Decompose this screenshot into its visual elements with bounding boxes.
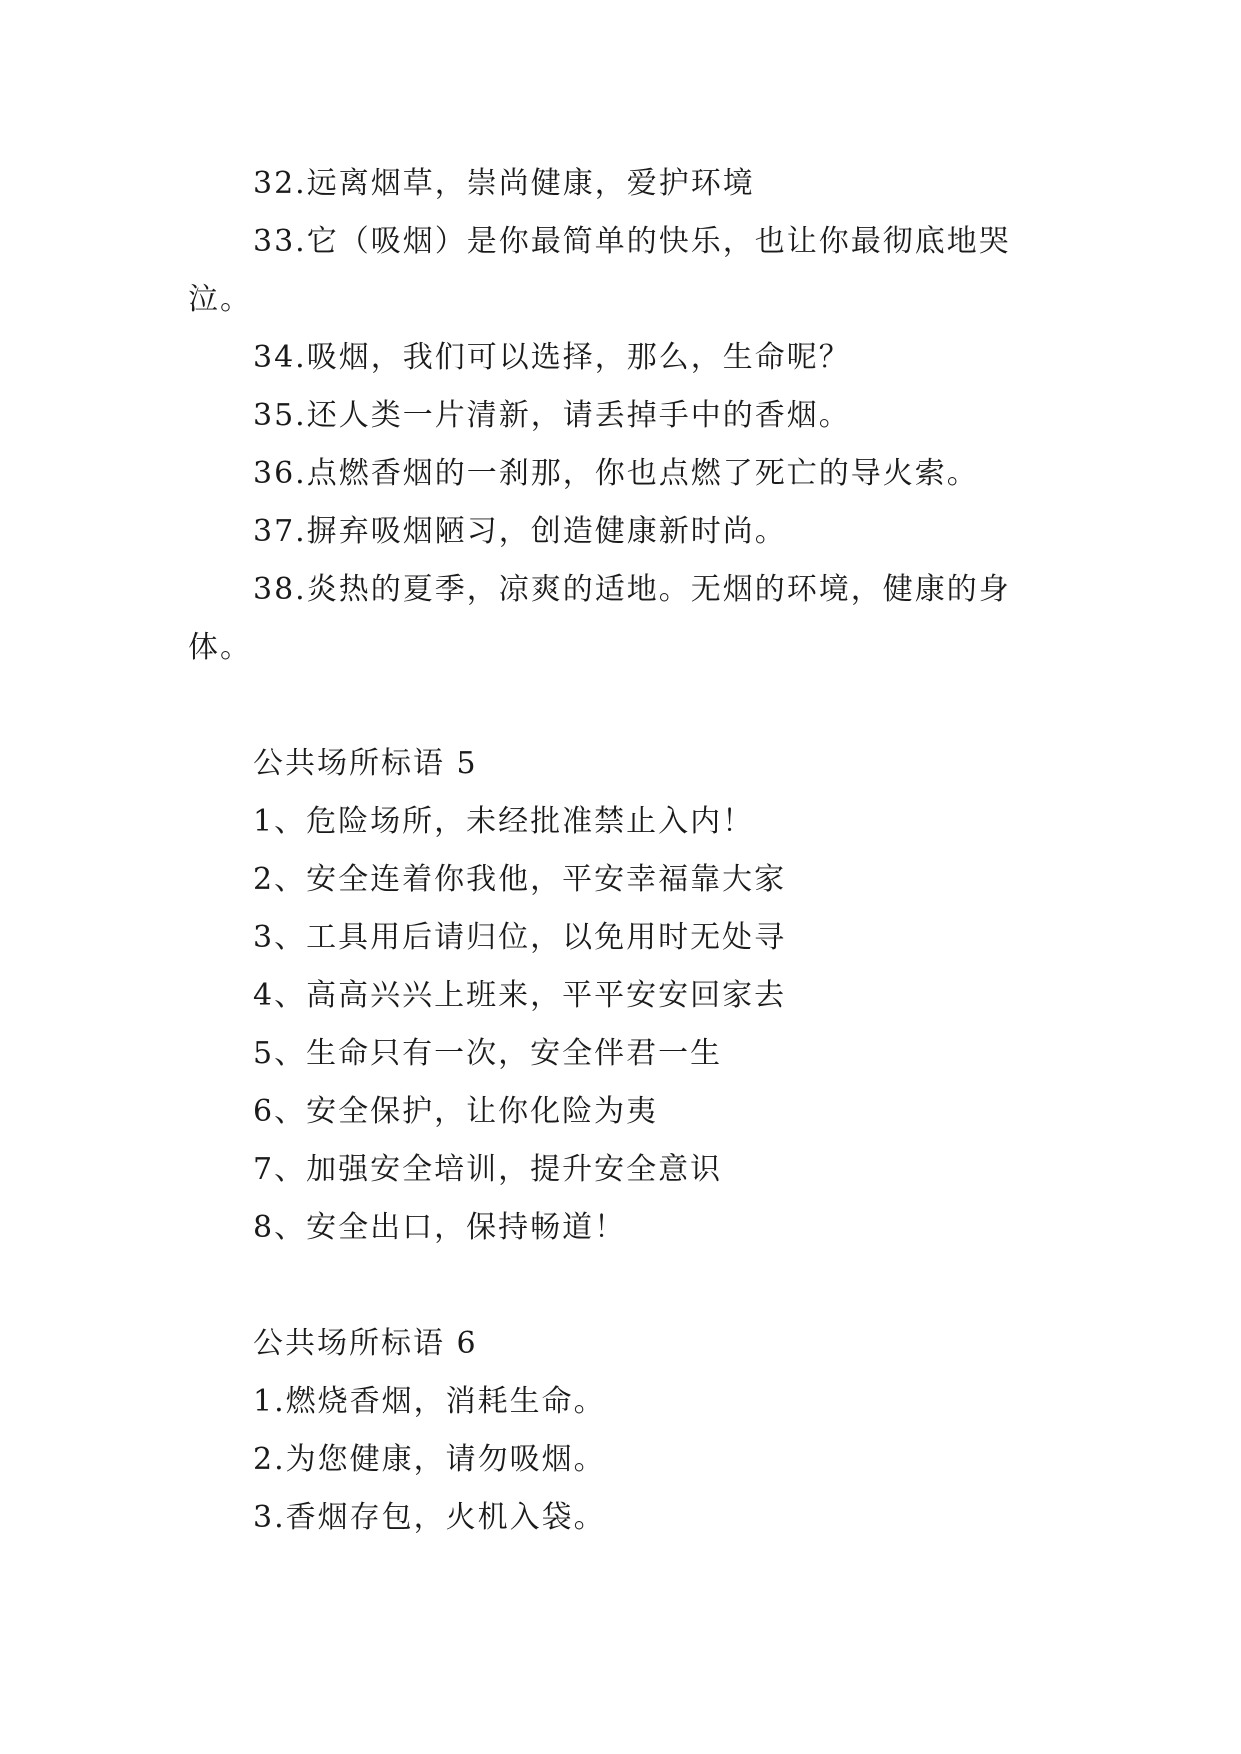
section-5-item-2: 2、安全连着你我他，平安幸福靠大家 bbox=[253, 862, 787, 897]
section-5-item-7: 7、加强安全培训，提升安全意识 bbox=[253, 1152, 723, 1187]
section-6-item-1: 1.燃烧香烟，消耗生命。 bbox=[253, 1384, 606, 1419]
slogan-32: 32.远离烟草，崇尚健康，爱护环境 bbox=[253, 166, 755, 201]
slogan-36: 36.点燃香烟的一刹那，你也点燃了死亡的导火索。 bbox=[253, 456, 979, 491]
section-5-item-4: 4、高高兴兴上班来，平平安安回家去 bbox=[253, 978, 787, 1013]
section-6-item-3: 3.香烟存包，火机入袋。 bbox=[253, 1500, 606, 1535]
section-5-item-8: 8、安全出口，保持畅道！ bbox=[253, 1210, 627, 1245]
slogan-34: 34.吸烟，我们可以选择，那么，生命呢？ bbox=[253, 340, 851, 375]
slogan-35: 35.还人类一片清新，请丢掉手中的香烟。 bbox=[253, 398, 851, 433]
slogan-38: 38.炎热的夏季，凉爽的适地。无烟的环境，健康的身 bbox=[253, 572, 1011, 607]
section-5-heading: 公共场所标语 5 bbox=[253, 746, 478, 781]
section-5-item-1: 1、危险场所，未经批准禁止入内！ bbox=[253, 804, 755, 839]
section-6-heading: 公共场所标语 6 bbox=[253, 1326, 478, 1361]
section-5-item-6: 6、安全保护，让你化险为夷 bbox=[253, 1094, 659, 1129]
section-5-item-5: 5、生命只有一次，安全伴君一生 bbox=[253, 1036, 723, 1071]
section-5-item-3: 3、工具用后请归位，以免用时无处寻 bbox=[253, 920, 787, 955]
slogan-33-continued: 泣。 bbox=[188, 282, 252, 317]
slogan-37: 37.摒弃吸烟陋习，创造健康新时尚。 bbox=[253, 514, 787, 549]
slogan-33: 33.它（吸烟）是你最简单的快乐，也让你最彻底地哭 bbox=[253, 224, 1011, 259]
slogan-38-continued: 体。 bbox=[188, 630, 252, 665]
section-6-item-2: 2.为您健康，请勿吸烟。 bbox=[253, 1442, 606, 1477]
